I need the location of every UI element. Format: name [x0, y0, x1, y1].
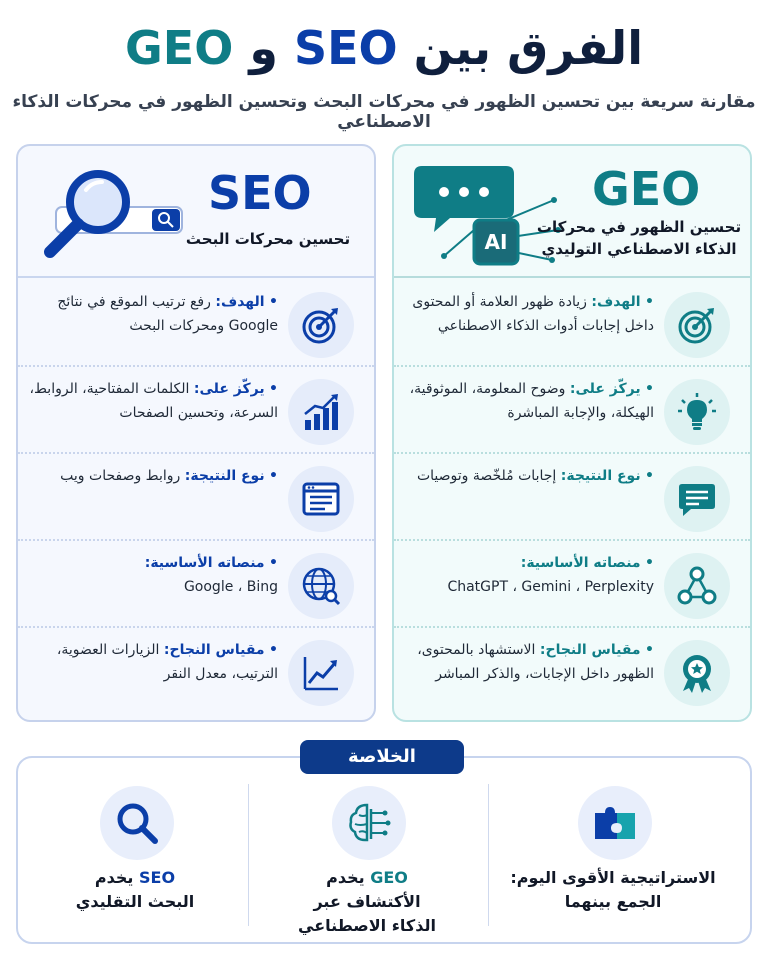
- summary-geo-line3: الذكاء الاصطناعي: [298, 916, 436, 935]
- summary-seo-line1: يخدم: [94, 868, 134, 887]
- row-label: منصاته الأساسية:: [144, 555, 265, 571]
- geo-row-platforms: [394, 541, 750, 628]
- globe-search-icon: [301, 566, 341, 606]
- seo-card: [16, 144, 376, 722]
- row-value: Google ، Bing: [183, 579, 278, 595]
- award-icon: [677, 653, 717, 693]
- row-label: نوع النتيجة:: [560, 468, 641, 484]
- geo-card-title: GEO: [592, 162, 701, 216]
- row-value: الزيارات العضوية، الترتيب، معدل النقر: [56, 642, 278, 682]
- row-value: رفع ترتيب الموقع في نتائج Google ومحركات البحث: [57, 294, 278, 334]
- geo-row-goal: [394, 280, 750, 367]
- lightbulb-icon: [677, 392, 717, 432]
- row-label: مقياس النجاح:: [539, 642, 641, 658]
- row-label: منصاته الأساسية:: [520, 555, 641, 571]
- geo-card-header: [394, 146, 750, 278]
- seo-row-focus: [18, 367, 374, 454]
- geo-row-success-icon-wrap: [664, 640, 730, 706]
- row-value: الاستشهاد بالمحتوى، الظهور داخل الإجابات، والذكر المباشر: [417, 642, 654, 682]
- magnifier-search-bar-icon: [36, 162, 186, 262]
- network-icon: [677, 566, 717, 606]
- geo-row-result-icon-wrap: [664, 466, 730, 532]
- summary-divider-right: [488, 784, 489, 926]
- row-label: الهدف:: [591, 294, 641, 310]
- row-value: زيادة ظهور العلامة أو المحتوى داخل إجابات أدوات الذكاء الاصطناعي: [412, 294, 654, 334]
- seo-card-title: SEO: [208, 166, 312, 220]
- webpage-icon: [301, 479, 341, 519]
- puzzle-icon: [591, 799, 639, 847]
- target-icon: [301, 305, 341, 345]
- title-seo: SEO: [293, 21, 398, 75]
- geo-row-focus: [394, 367, 750, 454]
- seo-row-success: [18, 628, 374, 715]
- row-value: روابط وصفحات ويب: [60, 468, 181, 484]
- seo-row-focus-icon-wrap: [288, 379, 354, 445]
- title-text: الفرق بين: [413, 21, 643, 75]
- row-value: وضوح المعلومة، الموثوقية، الهيكلة، والإجابة المباشرة: [409, 381, 654, 421]
- seo-rows: [18, 280, 374, 715]
- summary-geo-hl: GEO: [370, 868, 408, 887]
- row-label: مقياس النجاح:: [163, 642, 265, 658]
- geo-card: [392, 144, 752, 722]
- seo-row-goal-icon-wrap: [288, 292, 354, 358]
- summary-both-line1: الاستراتيجية الأقوى اليوم:: [510, 868, 716, 887]
- row-label: يركّز على:: [569, 381, 641, 397]
- row-label: الهدف:: [215, 294, 265, 310]
- row-label: نوع النتيجة:: [184, 468, 265, 484]
- row-value: الكلمات المفتاحية، الروابط، السرعة، وتحسين الصفحات: [29, 381, 278, 421]
- geo-row-success-text: • مقياس النجاح: الاستشهاد بالمحتوى، الظهور داخل الإجابات، والذكر المباشر: [417, 642, 654, 682]
- summary-col-both: [498, 780, 728, 930]
- row-value: ChatGPT ، Gemini ، Perplexity: [447, 579, 654, 595]
- summary-seo-icon-wrap: [100, 786, 174, 860]
- geo-rows: [394, 280, 750, 715]
- seo-row-focus-text: • يركّز على: الكلمات المفتاحية، الروابط، السرعة، وتحسين الصفحات: [29, 381, 278, 421]
- seo-row-goal-text: • الهدف: رفع ترتيب الموقع في نتائج Google ومحركات البحث: [57, 294, 278, 334]
- seo-row-result-text: • نوع النتيجة: روابط وصفحات ويب: [60, 468, 278, 484]
- ai-brain-icon: [345, 799, 393, 847]
- seo-row-success-icon-wrap: [288, 640, 354, 706]
- page-title: [0, 18, 768, 78]
- seo-card-header: [18, 146, 374, 278]
- title-geo: GEO: [125, 21, 234, 75]
- seo-row-success-text: • مقياس النجاح: الزيارات العضوية، الترتيب، معدل النقر: [56, 642, 278, 682]
- geo-row-platforms-text: • منصاته الأساسية: ChatGPT ، Gemini ، Perplexity: [447, 555, 654, 595]
- chat-icon: [677, 479, 717, 519]
- seo-row-goal: [18, 280, 374, 367]
- summary-seo-line2: البحث التقليدي: [75, 892, 195, 911]
- geo-row-result-text: • نوع النتيجة: إجابات مُلخّصة وتوصيات: [416, 468, 654, 484]
- geo-row-focus-icon-wrap: [664, 379, 730, 445]
- line-chart-icon: [301, 653, 341, 693]
- summary-both-line2: الجمع بينهما: [564, 892, 662, 911]
- geo-row-success: [394, 628, 750, 715]
- row-label: يركّز على:: [193, 381, 265, 397]
- bar-chart-icon: [301, 392, 341, 432]
- geo-row-platforms-icon-wrap: [664, 553, 730, 619]
- summary-geo-icon-wrap: [332, 786, 406, 860]
- geo-row-goal-text: • الهدف: زيادة ظهور العلامة أو المحتوى داخل إجابات أدوات الذكاء الاصطناعي: [412, 294, 654, 334]
- summary-seo-text: [20, 866, 250, 914]
- summary-col-seo: [20, 780, 250, 930]
- seo-row-platforms-icon-wrap: [288, 553, 354, 619]
- ai-badge: AI: [484, 230, 508, 254]
- geo-row-focus-text: • يركّز على: وضوح المعلومة، الموثوقية، الهيكلة، والإجابة المباشرة: [409, 381, 654, 421]
- summary-geo-line2: الأكتشاف عبر: [313, 892, 421, 911]
- search-icon: [113, 799, 161, 847]
- target-icon: [677, 305, 717, 345]
- seo-row-result-icon-wrap: [288, 466, 354, 532]
- summary-geo-line1: يخدم: [326, 868, 365, 887]
- summary-geo-text: [252, 866, 482, 938]
- seo-row-platforms: [18, 541, 374, 628]
- geo-row-result: [394, 454, 750, 541]
- summary-both-icon-wrap: [578, 786, 652, 860]
- seo-card-subtitle: تحسين محركات البحث: [185, 230, 351, 248]
- seo-row-platforms-text: • منصاته الأساسية: Google ، Bing: [144, 555, 278, 595]
- geo-card-subtitle: تحسين الظهور في محركات الذكاء الاصطناعي التوليدي: [536, 218, 742, 258]
- title-and: و: [249, 21, 278, 75]
- geo-row-goal-icon-wrap: [664, 292, 730, 358]
- page-subtitle: مقارنة سريعة بين تحسين الظهور في محركات البحث وتحسين الظهور في محركات الذكاء الاصطناعي: [12, 92, 756, 132]
- summary-both-text: [498, 866, 728, 914]
- row-value: إجابات مُلخّصة وتوصيات: [416, 468, 557, 484]
- seo-row-result: [18, 454, 374, 541]
- summary-seo-hl: SEO: [139, 868, 176, 887]
- summary-col-geo: [252, 780, 482, 935]
- summary-label: الخلاصة: [300, 740, 464, 774]
